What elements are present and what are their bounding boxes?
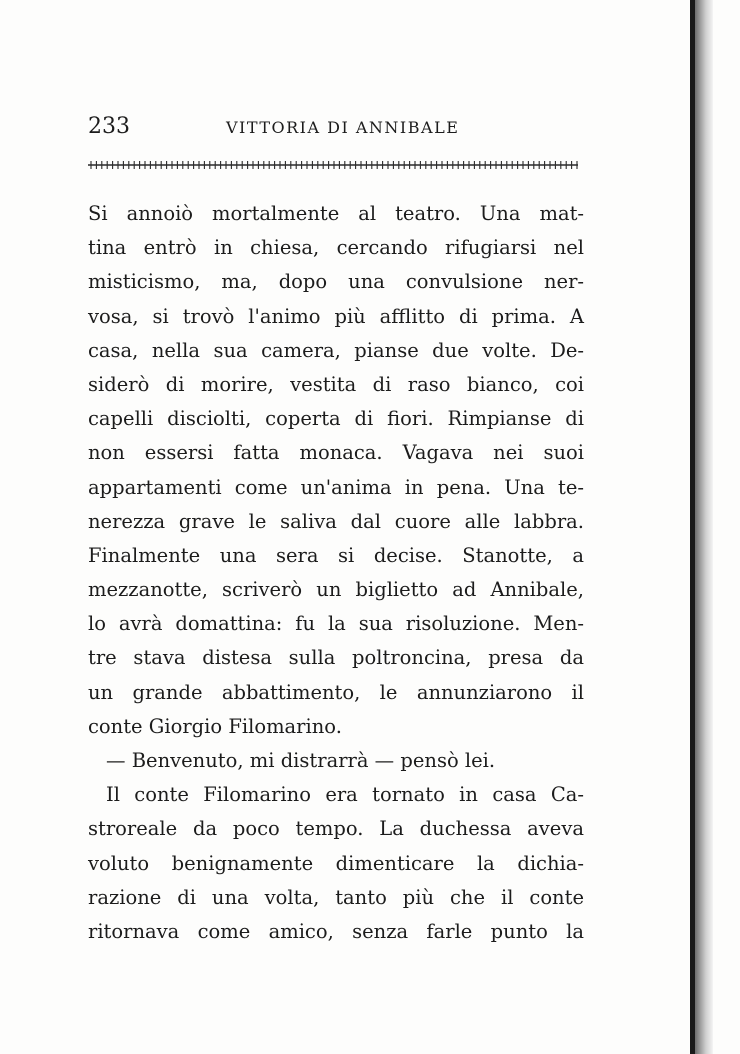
text-line: Si annoiò mortalmente al teatro. Una mat-: [88, 202, 584, 225]
text-block: [88, 197, 584, 949]
page-number: 233: [88, 114, 130, 139]
paragraph-start-line: Il conte Filomarino era tornato in casa Ca-: [106, 783, 584, 807]
text-line: Finalmente una sera si decise. Stanotte, a: [88, 543, 584, 567]
text-line: razione di una volta, tanto più che il conte: [88, 885, 584, 909]
text-line: tre stava distesa sulla poltroncina, presa da: [88, 646, 584, 670]
text-line: voluto benignamente dimenticare la dichia-: [88, 851, 584, 875]
text-line: capelli disciolti, coperta di fiori. Rimpianse di: [88, 407, 584, 431]
text-line: nerezza grave le saliva dal cuore alle labbra.: [88, 509, 584, 533]
text-line: casa, nella sua camera, pianse due volte. De-: [88, 338, 584, 362]
text-line: lo avrà domattina: fu la sua risoluzione. Men-: [88, 612, 584, 636]
text-line: tina entrò in chiesa, cercando rifugiarsi nel: [88, 236, 584, 260]
ornamental-rule: [88, 158, 578, 172]
text-line: vosa, si trovò l'animo più afflitto di prima. A: [88, 304, 584, 328]
text-line: un grande abbattimento, le annunziarono il: [88, 680, 584, 704]
text-line: ritornava come amico, senza farle punto la: [88, 919, 584, 943]
spine-shadow: [695, 0, 713, 1054]
text-line: mezzanotte, scriverò un biglietto ad Annibale,: [88, 578, 584, 602]
text-line: stroreale da poco tempo. La duchessa aveva: [88, 817, 584, 841]
text-line: misticismo, ma, dopo una convulsione ner-: [88, 270, 584, 294]
text-line: siderò di morire, vestita di raso bianco, coi: [88, 372, 584, 396]
text-line: conte Giorgio Filomarino.: [88, 714, 342, 738]
text-line: non essersi fatta monaca. Vagava nei suoi: [88, 441, 584, 465]
dialogue-line: — Benvenuto, mi distrarrà — pensò lei.: [106, 749, 496, 772]
running-title: VITTORIA DI ANNIBALE: [226, 118, 460, 137]
text-line: appartamenti come un'anima in pena. Una te-: [88, 475, 584, 499]
